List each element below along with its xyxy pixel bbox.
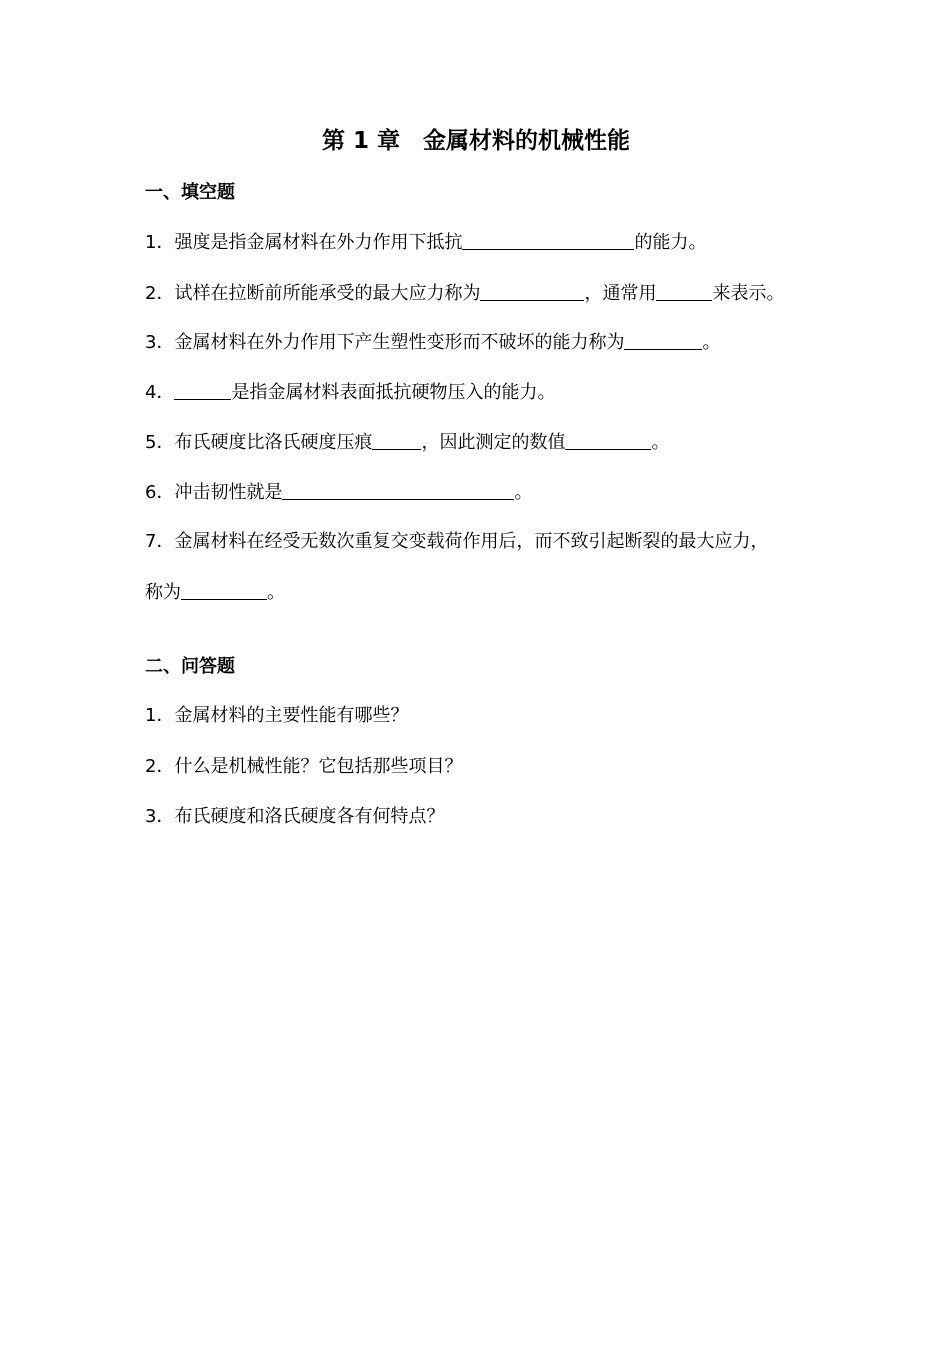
short-answer-question-1: 1．金属材料的主要性能有哪些？	[145, 705, 409, 726]
question-text: ，因此测定的数值	[421, 432, 566, 453]
fill-question-2	[145, 280, 784, 307]
short-answer-question-2: 2．什么是机械性能？它包括那些项目？	[145, 756, 463, 777]
answer-blank	[181, 579, 267, 600]
answer-blank	[565, 429, 651, 450]
question-text: 6．冲击韧性就是	[145, 482, 283, 503]
section-heading-questions: 二、问答题	[145, 656, 235, 677]
fill-question-7-line-2	[145, 579, 285, 606]
question-text: 是指金属材料表面抵抗硬物压入的能力。	[231, 382, 556, 403]
question-text: 。	[514, 482, 533, 503]
fill-question-5	[145, 429, 669, 456]
answer-blank	[624, 329, 702, 350]
answer-blank	[656, 280, 712, 301]
question-text: 称为	[145, 582, 181, 603]
section-heading-fill-in: 一、填空题	[145, 182, 235, 203]
question-text: 3．金属材料在外力作用下产生塑性变形而不破坏的能力称为	[145, 332, 625, 353]
question-text: 2．试样在拉断前所能承受的最大应力称为	[145, 283, 481, 304]
answer-blank	[372, 429, 421, 450]
fill-question-4	[145, 379, 555, 406]
question-text: 5．布氏硬度比洛氏硬度压痕	[145, 432, 373, 453]
fill-question-1	[145, 229, 706, 256]
question-text: 。	[702, 332, 721, 353]
question-text: 。	[267, 582, 285, 603]
short-answer-question-3: 3．布氏硬度和洛氏硬度各有何特点？	[145, 806, 445, 827]
question-text: 的能力。	[634, 232, 707, 253]
fill-question-7-line-1: 7．金属材料在经受无数次重复交变载荷作用后，而不致引起断裂的最大应力，	[145, 531, 769, 552]
answer-blank	[462, 229, 634, 250]
question-text: 来表示。	[712, 283, 785, 304]
question-text: 4．	[145, 382, 175, 403]
fill-question-6	[145, 479, 532, 506]
question-text: 1．强度是指金属材料在外力作用下抵抗	[145, 232, 463, 253]
question-text: ，通常用	[584, 283, 657, 304]
answer-blank	[282, 479, 514, 500]
question-text: 。	[651, 432, 670, 453]
fill-question-3	[145, 329, 720, 356]
chapter-title: 第 1 章 金属材料的机械性能	[321, 128, 631, 154]
answer-blank	[174, 379, 231, 400]
answer-blank	[480, 280, 584, 301]
